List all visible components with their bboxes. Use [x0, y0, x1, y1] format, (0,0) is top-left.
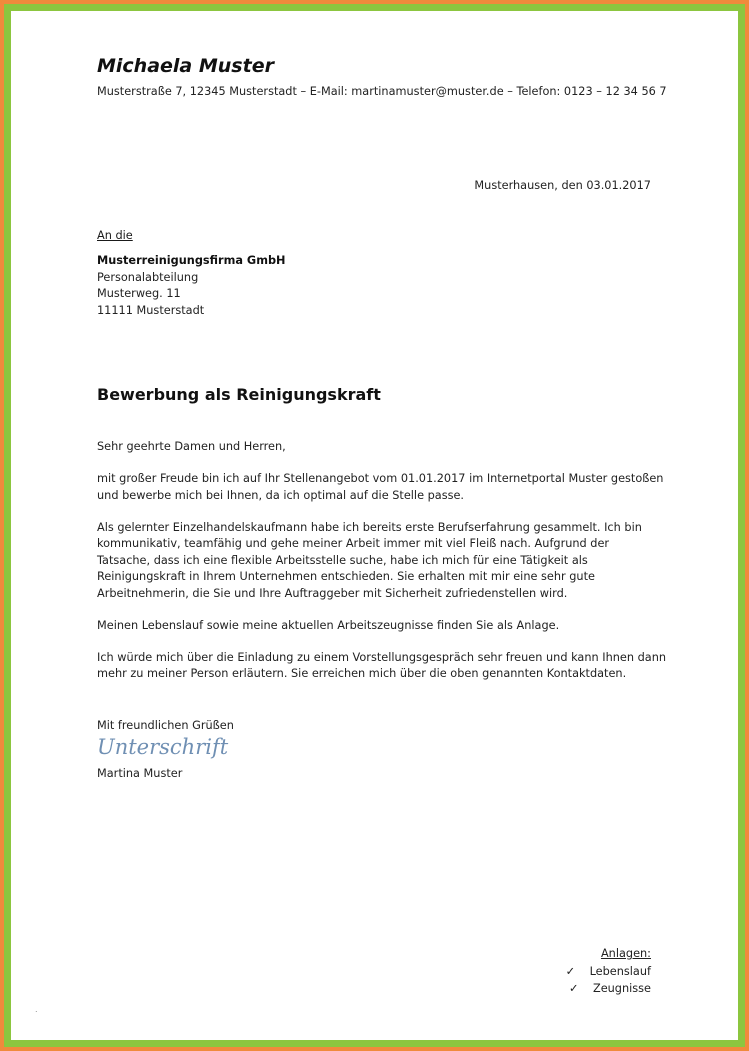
recipient-street: Musterweg. 11	[97, 287, 181, 300]
body-line: mit großer Freude bin ich auf Ihr Stellenangebot vom 01.01.2017 im Internetportal Muster gestoßen	[97, 472, 664, 485]
recipient-address	[97, 253, 286, 319]
body-line: Arbeitnehmerin, die Sie und Ihre Auftraggeber mit Sicherheit zufriedenstellen wird.	[97, 586, 568, 600]
attachment-item	[566, 980, 651, 998]
recipient-label: An die	[97, 229, 133, 242]
body-line: Reinigungskraft in Ihrem Unternehmen entschieden. Sie erhalten mit mir eine sehr gute	[97, 570, 595, 583]
body-line: Tatsache, dass ich eine flexible Arbeitsstelle suche, habe ich mich für eine Tätigkeit als	[97, 553, 588, 567]
body-line: Als gelernter Einzelhandelskaufmann habe ich bereits erste Berufserfahrung gesammelt. Ich bin	[97, 520, 642, 534]
recipient-department: Personalabteilung	[97, 270, 199, 284]
letter-page	[11, 11, 738, 1040]
sender-name: Michaela Muster	[97, 55, 274, 77]
salutation: Sehr geehrte Damen und Herren,	[97, 440, 286, 453]
letter-body	[97, 439, 667, 698]
recipient-city: 11111 Musterstadt	[97, 303, 205, 317]
attachments-title: Anlagen:	[600, 947, 651, 960]
attachments-block	[566, 945, 651, 998]
paragraph-2	[97, 520, 667, 603]
signer-name: Martina Muster	[97, 767, 183, 780]
body-line: kommunikativ, teamfähig und gehe meiner Arbeit immer mit viel Fleiß nach. Aufgrund der	[97, 537, 610, 550]
checkmark-icon: ✓	[565, 964, 576, 978]
body-line: Ich würde mich über die Einladung zu einem Vorstellungsgespräch sehr freuen und kann Ihnen dann	[97, 650, 667, 664]
checkmark-icon: ✓	[568, 982, 579, 995]
sender-contact-line: Musterstraße 7, 12345 Musterstadt – E-Mail: martinamuster@muster.de – Telefon: 0123 – 12 34 56 7	[97, 85, 667, 98]
signature: Unterschrift	[97, 735, 229, 759]
footer-mark: .	[35, 1005, 38, 1014]
closing-phrase: Mit freundlichen Grüßen	[97, 719, 234, 732]
recipient-company: Musterreinigungsfirma GmbH	[97, 254, 286, 267]
body-line: Meinen Lebenslauf sowie meine aktuellen Arbeitszeugnisse finden Sie als Anlage.	[97, 618, 560, 632]
attachment-label: Lebenslauf	[589, 964, 651, 978]
attachment-item	[566, 963, 651, 981]
attachment-label: Zeugnisse	[592, 982, 651, 995]
date-line: Musterhausen, den 03.01.2017	[474, 179, 651, 192]
letter-subject: Bewerbung als Reinigungskraft	[97, 385, 381, 404]
paragraph-3	[97, 618, 667, 635]
body-line: mehr zu meiner Person erläutern. Sie erreichen mich über die oben genannten Kontaktdaten.	[97, 667, 627, 680]
paragraph-1	[97, 471, 667, 504]
body-line: und bewerbe mich bei Ihnen, da ich optimal auf die Stelle passe.	[97, 488, 465, 502]
paragraph-4	[97, 650, 667, 683]
